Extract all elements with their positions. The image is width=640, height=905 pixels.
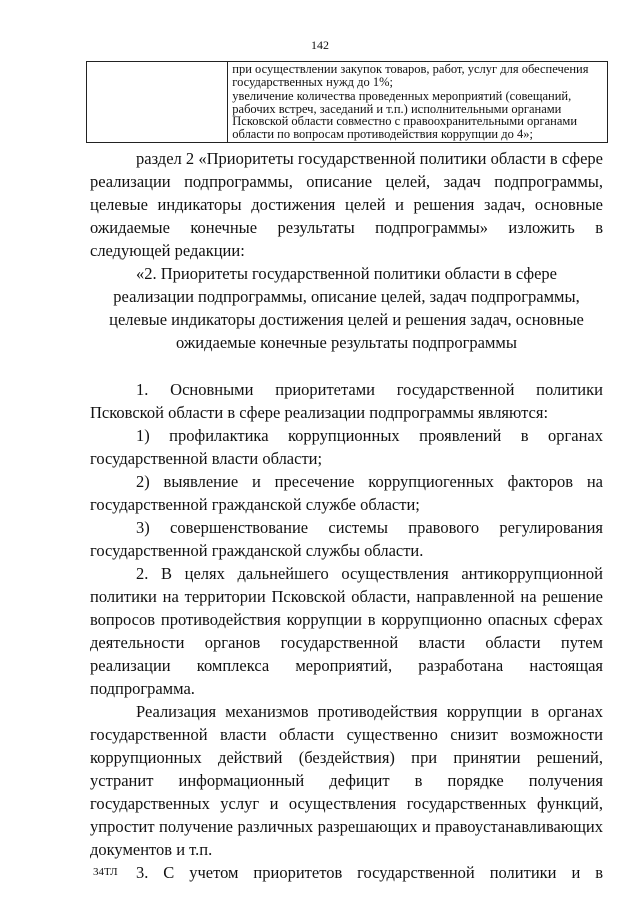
table-cell-item: при осуществлении закупок товаров, работ, услуг для обеспечения государственных нужд до 1%;	[232, 62, 589, 89]
page-number: 142	[311, 38, 329, 52]
table-empty-cell	[87, 62, 228, 143]
paragraph-implementation: Реализация механизмов противодействия коррупции в органах государственной власти области существенно снизит возможности коррупционных действий (бездействия) при принятии решений, устранит информационный дефицит в порядке получения государственных услуг и осуществления государственных функций, упростит получение различных разрешающих и правоустанавливающих документов и т.п.	[90, 702, 603, 859]
list-item: 3) совершенствование системы правового регулирования государственной гражданской службы области.	[90, 518, 603, 560]
table-row	[87, 62, 608, 143]
list-item: 1) профилактика коррупционных проявлений в органах государственной власти области;	[90, 426, 603, 468]
table-description-cell	[228, 62, 608, 143]
paragraph-priorities: 1. Основными приоритетами государственной политики Псковской области в сфере реализации подпрограммы являются:	[90, 380, 603, 422]
amendment-intro	[90, 147, 603, 262]
section-heading: «2. Приоритеты государственной политики области в сфере реализации подпрограммы, описание целей, задач подпрограммы, целевые индикаторы достижения целей и решения задач, основные ожидаемые конечные результаты подпрограммы	[109, 264, 584, 352]
paragraph-purpose: 2. В целях дальнейшего осуществления антикоррупционной политики на территории Псковской области, направленной на решение вопросов противодействия коррупции в коррупционно опасных сферах деятельности органов государственной власти области путем реализации комплекса мероприятий, разработана настоящая подпрограмма.	[90, 564, 603, 698]
indicators-table	[86, 61, 608, 143]
section-body	[90, 378, 603, 884]
intro-paragraph: раздел 2 «Приоритеты государственной политики области в сфере реализации подпрограммы, описание целей, задач подпрограммы, целевые индикаторы достижения целей и решения задач, основные ожидаемые конечные результаты подпрограммы» изложить в следующей редакции:	[90, 149, 603, 260]
list-item: 2) выявление и пресечение коррупциогенных факторов на государственной гражданской службе области;	[90, 472, 603, 514]
paragraph-continuation: 3. С учетом приоритетов государственной политики и в	[136, 863, 603, 882]
table-cell-item: увеличение количества проведенных мероприятий (совещаний, рабочих встреч, заседаний и т.п.) исполнительными органами Псковской области совместно с правоохранительными органами области по вопросам противодействия коррупции до 4»;	[232, 89, 578, 141]
document-code: 34ТЛ	[93, 866, 118, 878]
